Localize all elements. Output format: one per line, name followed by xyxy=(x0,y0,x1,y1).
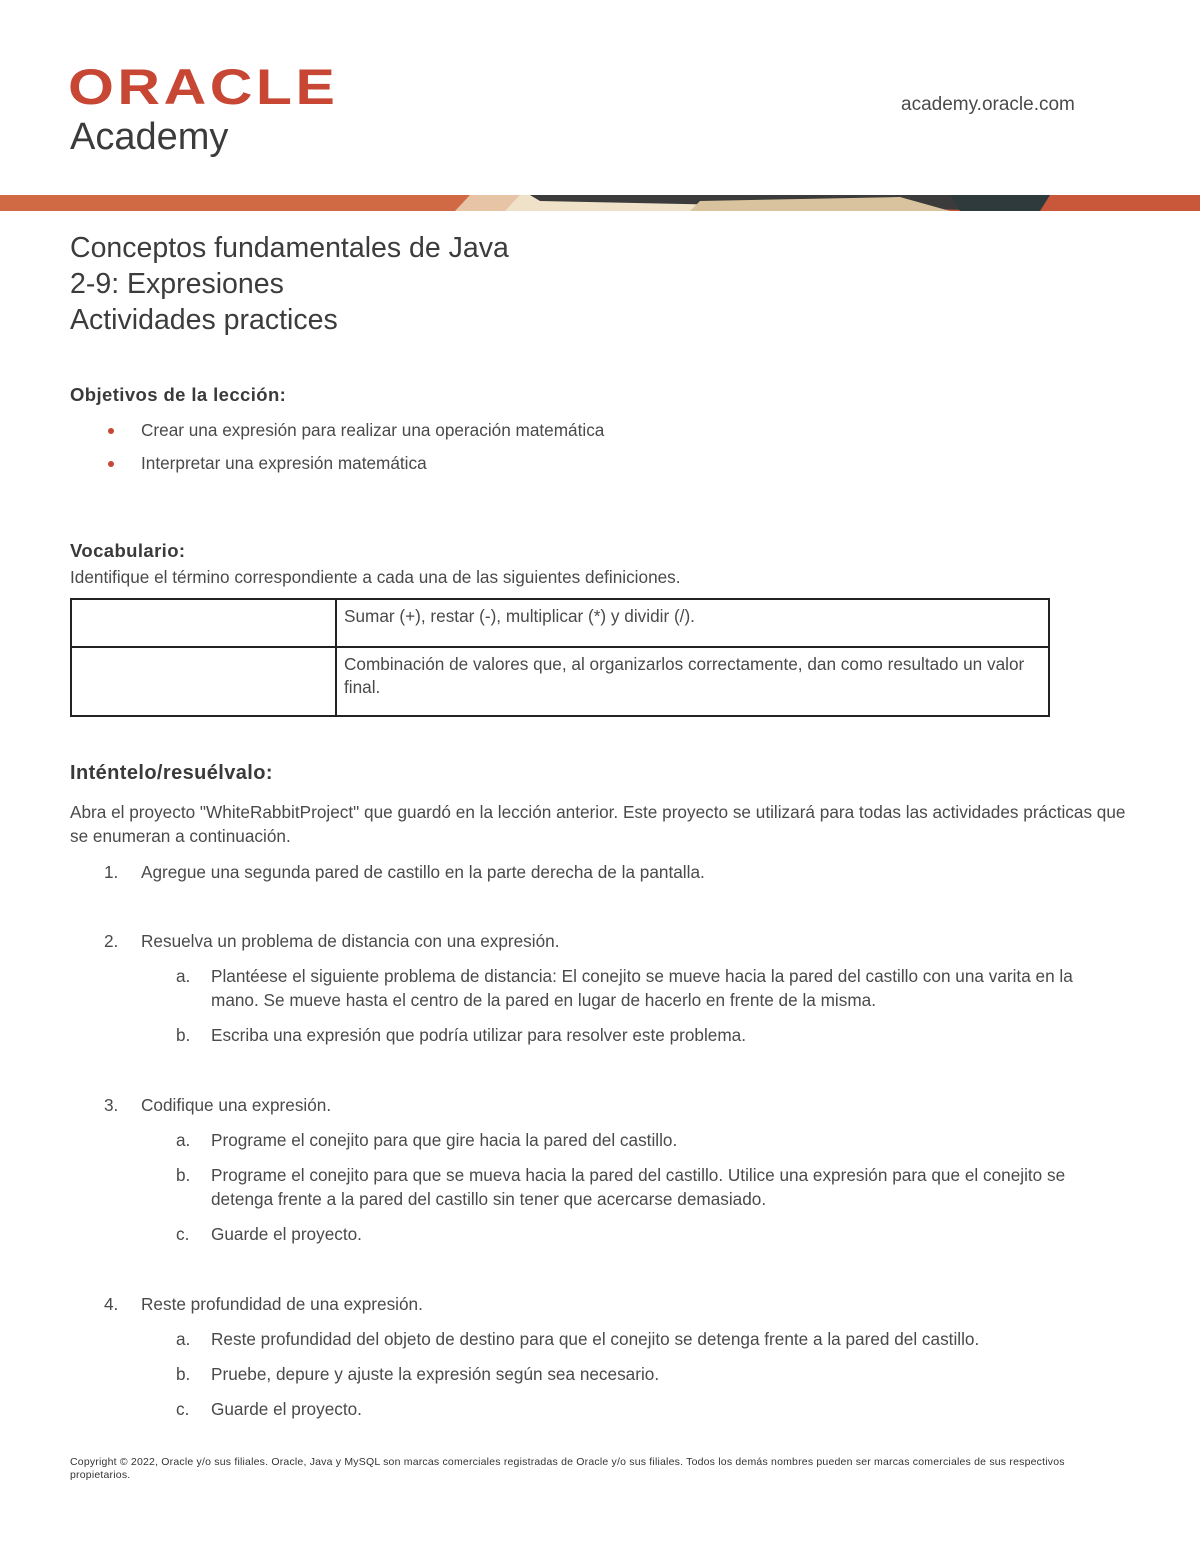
definition-cell: Sumar (+), restar (-), multiplicar (*) y dividir (/). xyxy=(336,599,1049,647)
task-number: 4. xyxy=(104,1294,119,1314)
subtask-letter: b. xyxy=(176,1364,191,1384)
subtask-text: Programe el conejito para que gire hacia la pared del castillo. xyxy=(211,1130,678,1150)
academy-logo-text: Academy xyxy=(70,116,229,158)
task-number: 2. xyxy=(104,931,119,951)
vocabulary-instruction: Identifique el término correspondiente a cada una de las siguientes definiciones. xyxy=(70,567,681,587)
task-number: 1. xyxy=(104,862,119,882)
practice-heading: Inténtelo/resuélvalo: xyxy=(70,762,273,784)
practice-intro: Abra el proyecto "WhiteRabbitProject" que guardó en la lección anterior. Este proyecto se utilizará para todas las actividades prácticas que se enumeran a continuación. xyxy=(70,802,1126,846)
title-lesson: 2-9: Expresiones xyxy=(70,268,284,300)
bullet-icon xyxy=(108,428,114,434)
vocabulary-heading: Vocabulario: xyxy=(70,540,186,561)
title-course: Conceptos fundamentales de Java xyxy=(70,232,509,264)
task-text: Reste profundidad de una expresión. xyxy=(141,1294,423,1314)
decorative-banner xyxy=(0,195,1200,211)
task-number: 3. xyxy=(104,1095,119,1115)
subtask-text: Reste profundidad del objeto de destino para que el conejito se detenga frente a la pared del castillo. xyxy=(211,1329,980,1349)
subtask-letter: b. xyxy=(176,1025,191,1045)
list-item: Crear una expresión para realizar una operación matemática xyxy=(70,418,604,451)
objectives-heading: Objetivos de la lección: xyxy=(70,384,287,405)
subtask-text: Guarde el proyecto. xyxy=(211,1224,362,1244)
vocabulary-table xyxy=(70,598,1050,717)
copyright-footer: Copyright © 2022, Oracle y/o sus filiales. Oracle, Java y MySQL son marcas comerciales registradas de Oracle y/o sus filiales. Todos los demás nombres pueden ser marcas comerciales de sus respectivos propietarios. xyxy=(70,1456,1065,1481)
term-cell[interactable] xyxy=(71,599,336,647)
subtask-letter: c. xyxy=(176,1399,190,1419)
list-item: Interpretar una expresión matemática xyxy=(70,451,604,484)
definition-cell: Combinación de valores que, al organizarlos correctamente, dan como resultado un valor final. xyxy=(336,647,1049,716)
term-cell[interactable] xyxy=(71,647,336,716)
document-title xyxy=(70,230,509,338)
task-text: Agregue una segunda pared de castillo en la parte derecha de la pantalla. xyxy=(141,862,705,882)
page-header xyxy=(0,0,1200,212)
bullet-icon xyxy=(108,461,114,467)
oracle-logo: ORACLE xyxy=(68,59,339,115)
subtask-text: Programe el conejito para que se mueva hacia la pared del castillo. Utilice una expresión para que el conejito se detenga frente a la pared del castillo sin tener que acercarse demasiado. xyxy=(211,1165,1066,1209)
subtask-letter: a. xyxy=(176,1329,191,1349)
site-url-link[interactable]: academy.oracle.com xyxy=(901,94,1075,115)
subtask-text: Plantéese el siguiente problema de distancia: El conejito se mueve hacia la pared del castillo con una varita en la mano. Se mueve hasta el centro de la pared en lugar de hacerlo en frente de la misma. xyxy=(211,966,1073,1010)
objectives-list xyxy=(70,418,604,484)
subtask-letter: a. xyxy=(176,1130,191,1150)
title-activity: Actividades practices xyxy=(70,304,338,336)
subtask-text: Guarde el proyecto. xyxy=(211,1399,362,1419)
subtask-letter: c. xyxy=(176,1224,190,1244)
subtask-text: Pruebe, depure y ajuste la expresión según sea necesario. xyxy=(211,1364,660,1384)
subtask-letter: b. xyxy=(176,1165,191,1185)
task-text: Resuelva un problema de distancia con una expresión. xyxy=(141,931,560,951)
task-text: Codifique una expresión. xyxy=(141,1095,332,1115)
table-row xyxy=(71,599,1049,647)
subtask-letter: a. xyxy=(176,966,191,986)
subtask-text: Escriba una expresión que podría utilizar para resolver este problema. xyxy=(211,1025,747,1045)
table-row xyxy=(71,647,1049,716)
